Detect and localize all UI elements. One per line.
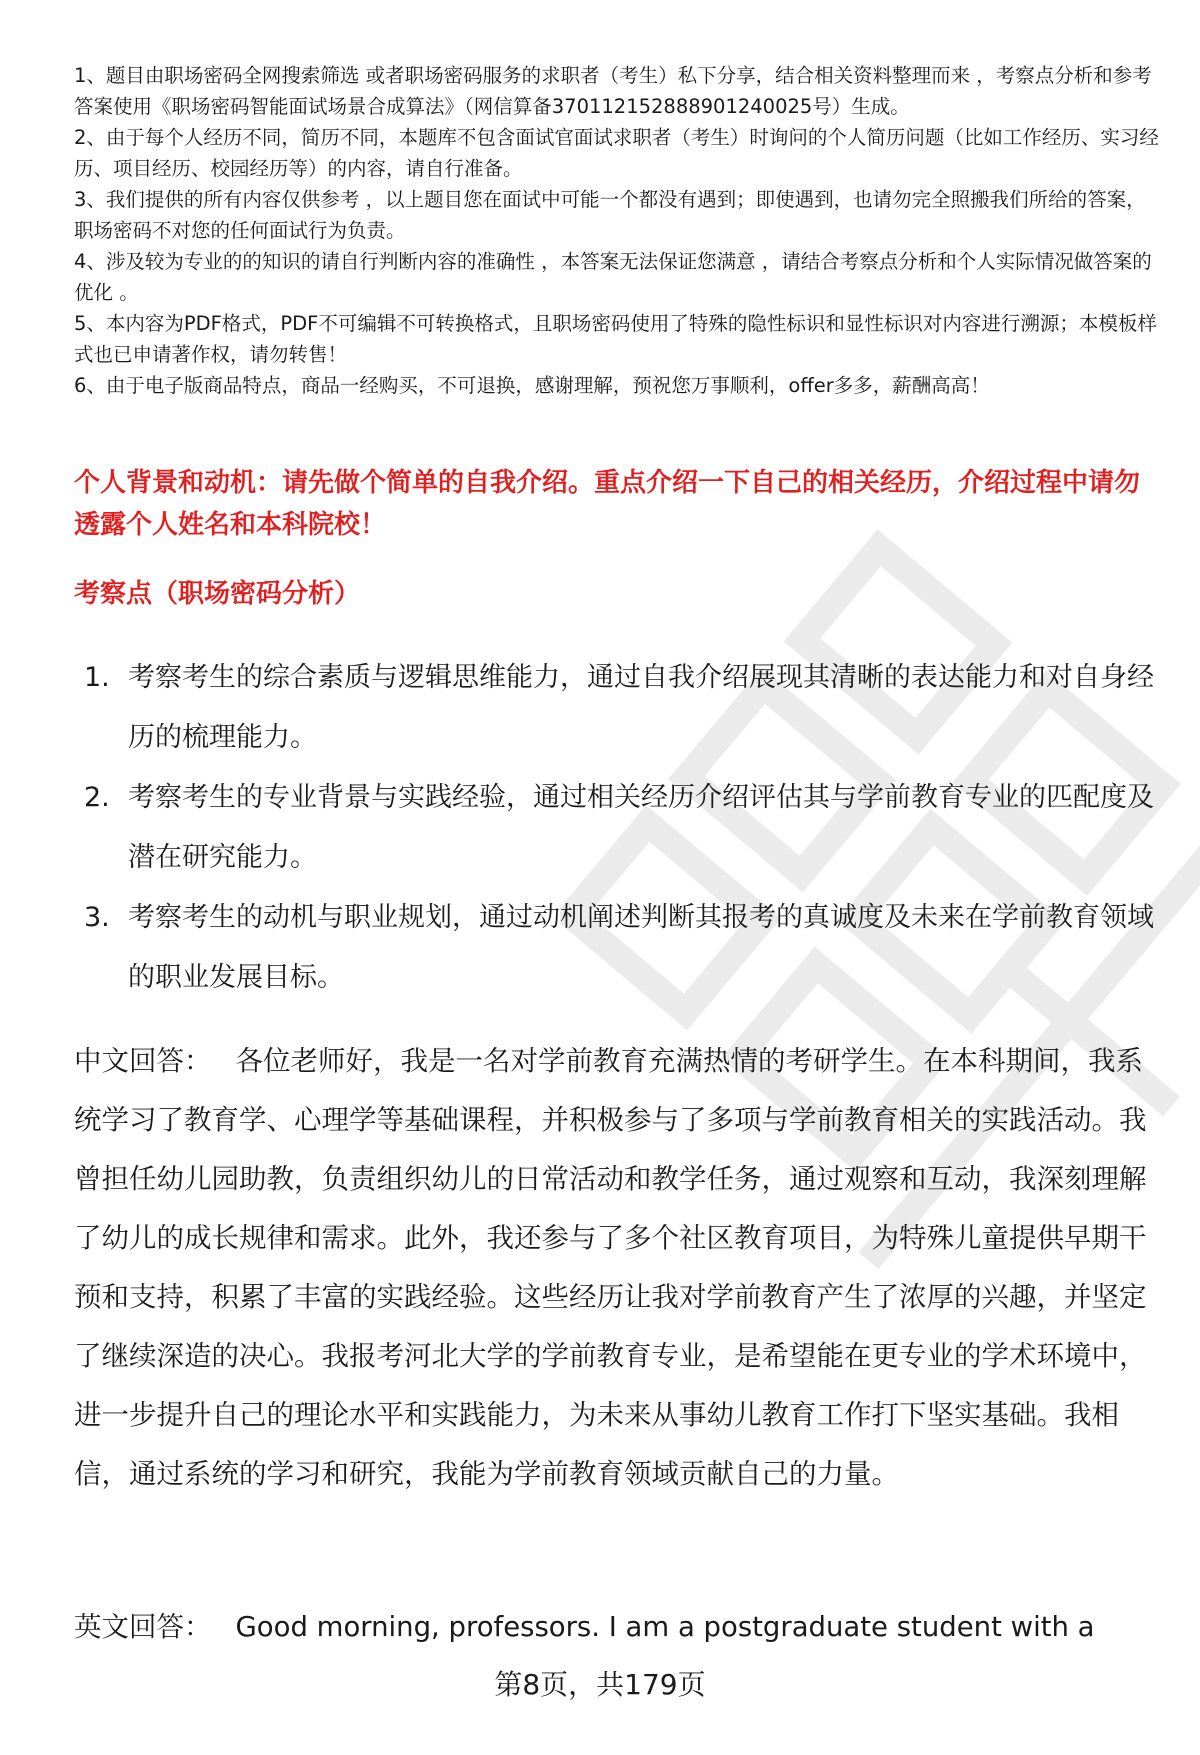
point-text: 考察考生的综合素质与逻辑思维能力，通过自我介绍展现其清晰的表达能力和对自身经历的梳理能力。 [128, 662, 1154, 753]
point-text: 考察考生的动机与职业规划，通过动机阐述判断其报考的真诚度及未来在学前教育领域的职业发展目标。 [128, 902, 1154, 993]
interview-question: 个人背景和动机：请先做个简单的自我介绍。重点介绍一下自己的相关经历，介绍过程中请勿透露个人姓名和本科院校！ [74, 468, 1141, 540]
chinese-answer [74, 1032, 1154, 1504]
disclaimer-line-4: 4、涉及较为专业的的知识的请自行判断内容的准确性 ，本答案无法保证您满意 ，请结合考察点分析和个人实际情况做答案的优化 。 [74, 250, 1152, 304]
analysis-heading: 考察点（职场密码分析） [74, 579, 361, 609]
disclaimer-line-5: 5、本内容为PDF格式，PDF不可编辑不可转换格式，且职场密码使用了特殊的隐性标识和显性标识对内容进行溯源；本模板样式也已申请著作权，请勿转售！ [74, 312, 1157, 366]
analysis-point [74, 768, 1154, 888]
analysis-point [74, 888, 1154, 1008]
point-number: 3. [84, 902, 110, 933]
english-answer-text: Good morning, professors. I am a postgraduate student with a [235, 1611, 1095, 1643]
chinese-answer-text: 各位老师好，我是一名对学前教育充满热情的考研学生。在本科期间，我系统学习了教育学、心理学等基础课程，并积极参与了多项与学前教育相关的实践活动。我曾担任幼儿园助教，负责组织幼儿的日常活动和教学任务，通过观察和互动，我深刻理解了幼儿的成长规律和需求。此外，我还参与了多个社区教育项目，为特殊儿童提供早期干预和支持，积累了丰富的实践经验。这些经历让我对学前教育产生了浓厚的兴趣，并坚定了继续深造的决心。我报考河北大学的学前教育专业，是希望能在更专业的学术环境中，进一步提升自己的理论水平和实践能力，为未来从事幼儿教育工作打下坚实基础。我相信，通过系统的学习和研究，我能为学前教育领域贡献自己的力量。 [74, 1045, 1147, 1490]
disclaimer-notes [74, 60, 1164, 401]
point-number: 1. [84, 662, 110, 693]
english-answer-label: 英文回答： [74, 1611, 212, 1643]
disclaimer-line-6: 6、由于电子版商品特点，商品一经购买，不可退换，感谢理解，预祝您万事顺利，offer多多，薪酬高高！ [74, 374, 990, 397]
analysis-point [74, 648, 1154, 768]
analysis-points-list [74, 648, 1154, 1008]
disclaimer-line-2: 2、由于每个人经历不同，简历不同，本题库不包含面试官面试求职者（考生）时询问的个人简历问题（比如工作经历、实习经历、项目经历、校园经历等）的内容，请自行准备。 [74, 126, 1159, 180]
disclaimer-line-1: 1、题目由职场密码全网搜索筛选 或者职场密码服务的求职者（考生）私下分享，结合相关资料整理而来 ，考察点分析和参考答案使用《职场密码智能面试场景合成算法》（网信算备370112152888901240025号）生成。 [74, 64, 1152, 118]
disclaimer-line-3: 3、我们提供的所有内容仅供参考 ，以上题目您在面试中可能一个都没有遇到；即使遇到，也请勿完全照搬我们所给的答案，职场密码不对您的任何面试行为负责。 [74, 188, 1146, 242]
point-text: 考察考生的专业背景与实践经验，通过相关经历介绍评估其与学前教育专业的匹配度及潜在研究能力。 [128, 782, 1154, 873]
english-answer [74, 1598, 1154, 1657]
point-number: 2. [84, 782, 110, 813]
page-number: 第8页，共179页 [494, 1668, 706, 1701]
chinese-answer-label: 中文回答： [74, 1045, 212, 1077]
